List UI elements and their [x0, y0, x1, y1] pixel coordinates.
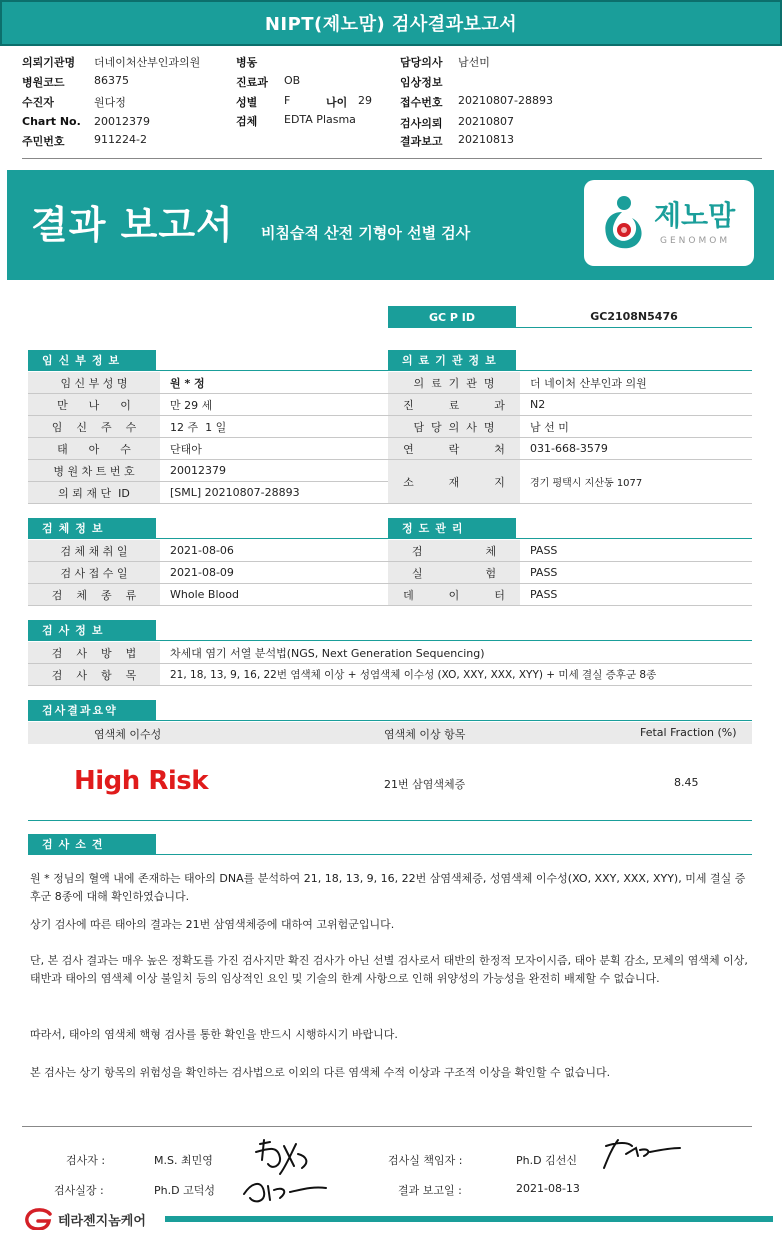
report-date: 2021-08-13 — [516, 1182, 580, 1195]
field-value: 경기 평택시 지산동 1077 — [530, 478, 643, 489]
field-label: 데 이 터 — [388, 584, 520, 605]
section-institution-info: 의료기관정보 — [388, 350, 516, 370]
section-underline — [28, 640, 752, 641]
findings-paragraph: 상기 검사에 따른 태아의 결과는 21번 삼염색체증에 대하여 고위험군입니다. — [30, 918, 395, 931]
field-value: 단태아 — [170, 442, 202, 456]
field-value: PASS — [530, 566, 558, 579]
genomom-mark-icon — [598, 194, 646, 252]
field-label: 검 체 종 류 — [28, 584, 160, 605]
qc-row — [388, 562, 752, 584]
qc-row — [388, 584, 752, 606]
header-value: 20210807-28893 — [458, 94, 553, 107]
summary-divider — [28, 820, 752, 821]
findings-paragraph: 따라서, 태아의 염색체 핵형 검사를 통한 확인을 반드시 시행하시기 바랍니다. — [30, 1028, 398, 1041]
field-value: 차세대 염기 서열 분석법(NGS, Next Generation Sequencing) — [170, 646, 485, 660]
institution-row — [388, 438, 752, 460]
tester-label: 검사자 : — [66, 1154, 106, 1167]
qc-row — [388, 540, 752, 562]
field-label: 검 사 접 수 일 — [28, 562, 160, 583]
field-value: 21, 18, 13, 9, 16, 22번 염색체 이상 + 성염색체 이수성 (XO, XXY, XXX, XYY) + 미세 결실 증후군 8종 — [170, 669, 657, 681]
header-value: 20210813 — [458, 133, 514, 146]
header-value: EDTA Plasma — [284, 113, 356, 126]
fetal-fraction-value: 8.45 — [674, 776, 699, 789]
report-date-label: 결과 보고일 : — [398, 1184, 462, 1197]
abnormality-item: 21번 삼염색체증 — [384, 778, 466, 791]
header-label: 수진자 — [22, 96, 54, 109]
header-label: Chart No. — [22, 115, 81, 128]
footer-bar — [165, 1216, 773, 1222]
field-label: 의 뢰 재 단 ID — [28, 482, 160, 503]
header-value: 더네이처산부인과의원 — [94, 56, 201, 69]
summary-col-aneuploidy: 염색체 이수성 — [94, 728, 162, 741]
field-value: 만 29 세 — [170, 398, 213, 412]
pregnant-row — [28, 416, 388, 438]
header-label: 검체 — [236, 115, 258, 128]
gcpid-label: GC P ID — [388, 306, 516, 328]
field-value: 2021-08-09 — [170, 566, 234, 579]
report-title: NIPT(제노맘) 검사결과보고서 — [264, 14, 518, 35]
director-label: 검사실장 : — [54, 1184, 104, 1197]
lab-head-label: 검사실 책임자 : — [388, 1154, 463, 1167]
section-quality-control: 정도관리 — [388, 518, 516, 538]
field-value: [SML] 20210807-28893 — [170, 486, 300, 499]
pregnant-row — [28, 394, 388, 416]
pregnant-row — [28, 372, 388, 394]
logo-text: 제노맘 — [654, 199, 736, 232]
header-label: 접수번호 — [400, 96, 443, 109]
header-divider — [22, 158, 762, 159]
field-value: 더 네이처 산부인과 의원 — [530, 376, 647, 390]
section-specimen-info: 검체정보 — [28, 518, 156, 538]
specimen-row — [28, 540, 388, 562]
header-value: 20012379 — [94, 115, 150, 128]
section-underline — [388, 538, 752, 539]
header-value: 남선미 — [458, 56, 490, 69]
banner-subtitle: 비침습적 산전 기형아 선별 검사 — [261, 224, 471, 242]
lab-head-signature-icon — [596, 1134, 686, 1174]
section-test-info: 검사정보 — [28, 620, 156, 640]
header-label: 주민번호 — [22, 135, 65, 148]
header-label: 병동 — [236, 56, 258, 69]
header-value: OB — [284, 74, 301, 87]
pregnant-row — [28, 482, 388, 504]
company-name: 테라젠지놈케어 — [58, 1213, 146, 1229]
section-underline — [28, 370, 388, 371]
header-label: 성별 — [236, 96, 258, 109]
gcpid-value: GC2108N5476 — [516, 306, 752, 328]
section-underline — [388, 370, 752, 371]
institution-row — [388, 416, 752, 438]
field-value: Whole Blood — [170, 588, 239, 601]
field-value: 20012379 — [170, 464, 226, 477]
footer-divider — [22, 1126, 752, 1127]
summary-col-fetal-fraction: Fetal Fraction (%) — [640, 726, 737, 739]
field-label: 연 락 처 — [388, 438, 520, 459]
summary-col-abnormality: 염색체 이상 항목 — [384, 728, 466, 741]
field-value: PASS — [530, 588, 558, 601]
field-label: 임 신 주 수 — [28, 416, 160, 437]
header-label: 검사의뢰 — [400, 117, 443, 130]
section-pregnant-info: 임신부정보 — [28, 350, 156, 370]
section-result-summary: 검사결과요약 — [28, 700, 156, 720]
director-signature-icon — [240, 1172, 330, 1208]
pregnant-row — [28, 438, 388, 460]
field-label: 검 사 항 목 — [28, 664, 160, 685]
field-label: 검 사 방 법 — [28, 642, 160, 663]
field-label: 소 재 지 — [388, 460, 520, 503]
field-label: 진 료 과 — [388, 394, 520, 415]
field-value: PASS — [530, 544, 558, 557]
banner-title: 결과 보고서 — [31, 203, 234, 247]
header-label: 임상정보 — [400, 76, 443, 89]
field-value: 2021-08-06 — [170, 544, 234, 557]
lab-head-name: Ph.D 김선신 — [516, 1154, 577, 1167]
section-underline — [28, 720, 752, 721]
field-value: N2 — [530, 398, 546, 411]
field-value: 원 * 정 — [170, 376, 205, 390]
header-value: 86375 — [94, 74, 129, 87]
institution-row — [388, 394, 752, 416]
patient-header — [22, 54, 762, 154]
findings-paragraph: 본 검사는 상기 항목의 위험성을 확인하는 검사법으로 이외의 다른 염색체 수적 이상과 구조적 이상을 확인할 수 없습니다. — [30, 1066, 611, 1079]
age-value: 29 — [358, 94, 372, 107]
header-value: F — [284, 94, 291, 107]
section-findings: 검사소견 — [28, 834, 156, 854]
header-label: 병원코드 — [22, 76, 65, 89]
field-label: 만 나 이 — [28, 394, 160, 415]
risk-result: High Risk — [74, 766, 209, 796]
summary-header-row — [28, 722, 752, 744]
field-value: 031-668-3579 — [530, 442, 608, 455]
tester-name: M.S. 최민영 — [154, 1154, 213, 1167]
specimen-row — [28, 562, 388, 584]
header-label: 담당의사 — [400, 56, 443, 69]
report-title-bar — [0, 0, 782, 46]
theragen-logo-icon — [24, 1208, 54, 1230]
report-banner — [7, 170, 774, 280]
logo-english-text: GENOMOM — [660, 236, 731, 246]
field-value: 12 주 1 일 — [170, 420, 227, 434]
field-label: 병 원 차 트 번 호 — [28, 460, 160, 481]
header-value: 원다정 — [94, 96, 126, 109]
header-value: 911224-2 — [94, 133, 147, 146]
findings-paragraph: 단, 본 검사 결과는 매우 높은 정확도를 가진 검사지만 확진 검사가 아닌 선별 검사로서 태반의 한정적 모자이시즘, 태아 분획 감소, 모체의 염색체 이상, 태반과 태아의 염색체 이상 불일치 등의 임상적인 요인 및 기술의 한계 사항으로 인해 위양성의 가능성을 완전히 배제할 수 없습니다. — [30, 954, 748, 985]
header-label: 의뢰기관명 — [22, 56, 76, 69]
genomom-logo — [584, 180, 754, 266]
field-label: 검 체 채 취 일 — [28, 540, 160, 561]
pregnant-row — [28, 460, 388, 482]
field-label: 태 아 수 — [28, 438, 160, 459]
field-value: 남 선 미 — [530, 420, 569, 434]
field-label: 담 당 의 사 명 — [388, 416, 520, 437]
header-label: 진료과 — [236, 76, 268, 89]
section-underline — [28, 854, 752, 855]
header-label: 결과보고 — [400, 135, 443, 148]
institution-row — [388, 460, 752, 504]
institution-row — [388, 372, 752, 394]
findings-paragraph: 원 * 정님의 혈액 내에 존재하는 태아의 DNA를 분석하여 21, 18, 13, 9, 16, 22번 삼염색체증, 성염색체 이수성(XO, XXY, XXX, XYY), 미세 결실 증후군 8종에 대해 확인하였습니다. — [30, 872, 746, 903]
field-label: 실 험 — [388, 562, 520, 583]
field-label: 임 신 부 성 명 — [28, 372, 160, 393]
header-value: 20210807 — [458, 115, 514, 128]
company-brand — [24, 1208, 146, 1230]
section-underline — [28, 538, 388, 539]
test-row — [28, 664, 752, 686]
test-row — [28, 642, 752, 664]
age-label: 나이 — [326, 96, 348, 109]
field-label: 검 체 — [388, 540, 520, 561]
director-name: Ph.D 고덕성 — [154, 1184, 215, 1197]
specimen-row — [28, 584, 388, 606]
field-label: 의 료 기 관 명 — [388, 372, 520, 393]
